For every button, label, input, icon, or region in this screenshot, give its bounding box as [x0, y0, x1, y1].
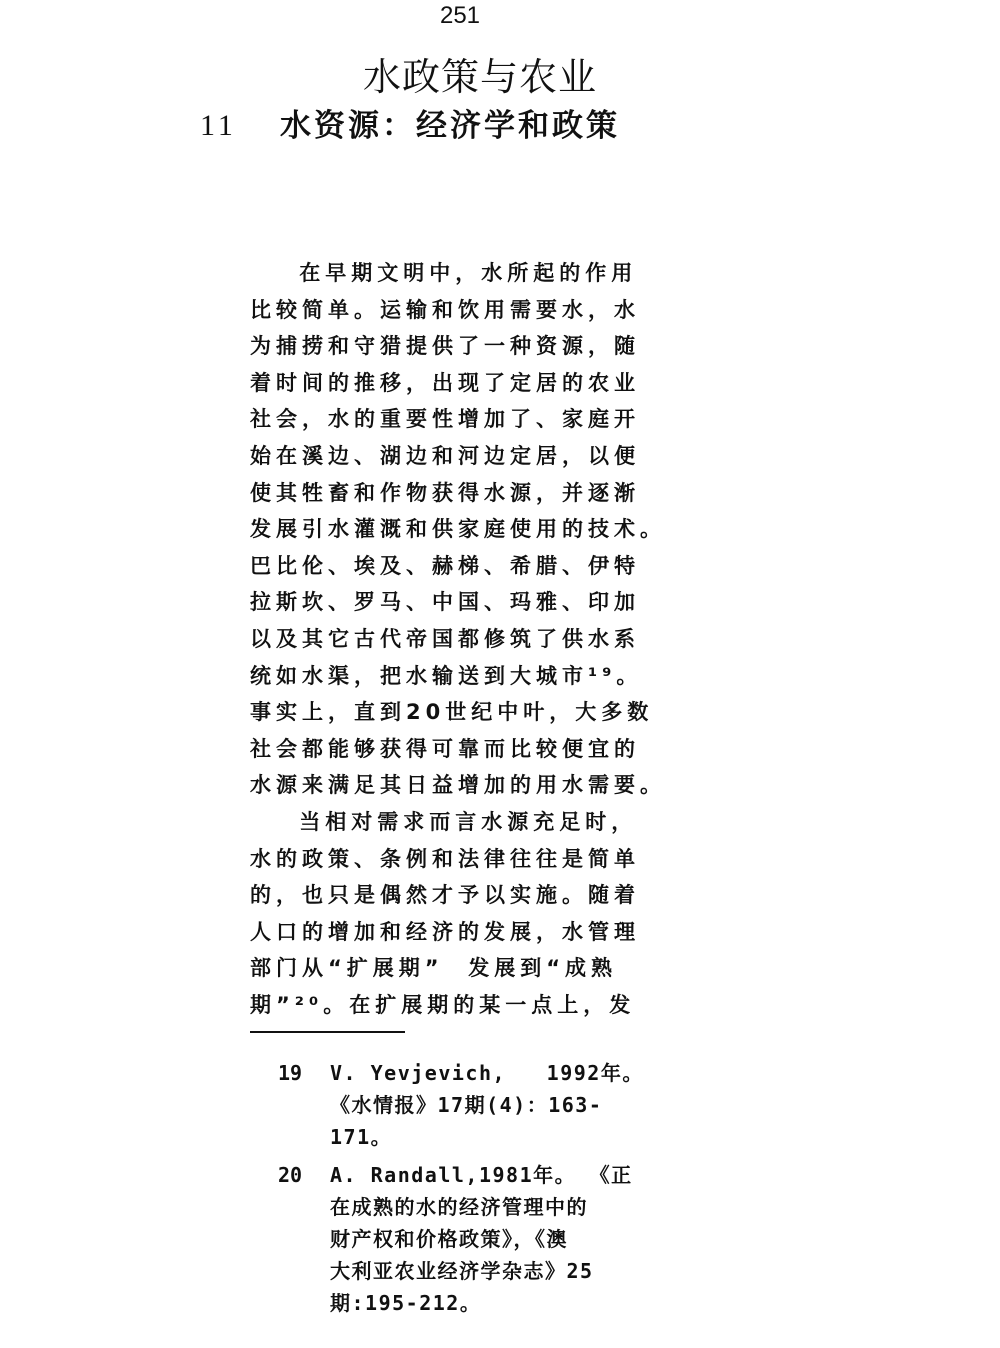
body-line: 水的政策、条例和法律往往是简单: [250, 846, 640, 871]
body-line: 为捕捞和守猎提供了一种资源，随: [250, 334, 640, 359]
body-line: 着时间的推移，出现了定居的农业: [250, 370, 640, 395]
body-line: 比较简单。运输和饮用需要水，水: [250, 297, 640, 322]
footnote-line: V. Yevjevich, 1992年。: [330, 1061, 644, 1085]
footnote-line: 大利亚农业经济学杂志》25: [330, 1259, 594, 1283]
footnote-number: 20: [278, 1163, 303, 1187]
body-line: 社会都能够获得可靠而比较便宜的: [250, 736, 640, 761]
footnote-line: 在成熟的水的经济管理中的: [330, 1195, 588, 1219]
body-line: 水源来满足其日益增加的用水需要。: [250, 773, 666, 798]
body-line: 部门从“扩展期” 发展到“成熟: [250, 956, 618, 981]
body-line: 使其牲畜和作物获得水源，并逐渐: [250, 480, 640, 505]
chapter-number: 11: [200, 109, 237, 142]
body-line: 发展引水灌溉和供家庭使用的技术。: [250, 517, 666, 542]
footnote-line: 期:195-212。: [330, 1291, 482, 1315]
footnote-divider: [250, 1031, 405, 1033]
book-title: 水政策与农业: [362, 55, 597, 99]
body-line: 统如水渠，把水输送到大城市¹⁹。: [250, 663, 643, 688]
body-line: 巴比伦、埃及、赫梯、希腊、伊特: [250, 553, 640, 578]
body-line: 以及其它古代帝国都修筑了供水系: [250, 626, 640, 651]
body-line: 始在溪边、湖边和河边定居，以便: [250, 443, 640, 468]
footnote-19: [278, 1057, 668, 1153]
footnotes: [278, 1057, 668, 1325]
footnote-line: 《水情报》17期(4)：163-: [330, 1093, 603, 1117]
footnote-line: A. Randall,1981年。 《正: [330, 1163, 633, 1187]
body-line: 当相对需求而言水源充足时，: [250, 809, 638, 834]
body-line: 的，也只是偶然才予以实施。随着: [250, 883, 640, 908]
footnote-20: [278, 1159, 668, 1319]
body-line: 拉斯坎、罗马、中国、玛雅、印加: [250, 590, 640, 615]
footnote-line: 财产权和价格政策》，《澳: [330, 1227, 568, 1251]
footnote-number: 19: [278, 1061, 303, 1085]
body-line: 人口的增加和经济的发展，水管理: [250, 919, 640, 944]
footnote-line: 171。: [330, 1125, 393, 1149]
body-line: 在早期文明中，水所起的作用: [250, 261, 638, 285]
body-line: 事实上，直到20世纪中叶，大多数: [250, 700, 654, 725]
body-text: [250, 255, 666, 1023]
body-line: 社会，水的重要性增加了、家庭开: [250, 407, 640, 432]
chapter-title: 水资源：经济学和政策: [280, 108, 620, 144]
body-line: 期”²⁰。在扩展期的某一点上，发: [250, 992, 636, 1017]
page-number: 251: [439, 2, 481, 29]
